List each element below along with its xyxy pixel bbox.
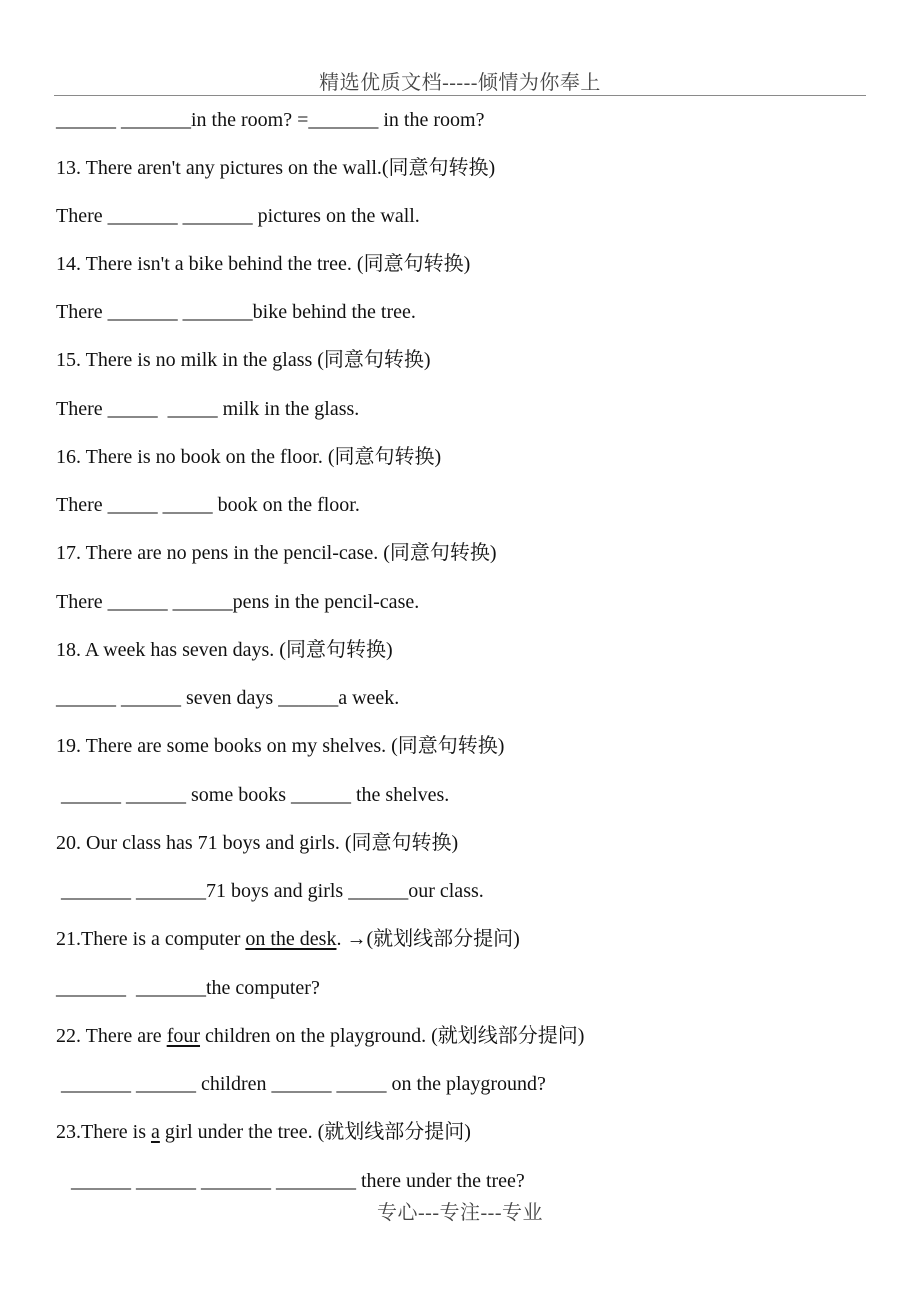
exercise-line: _______ _______the computer? bbox=[56, 977, 320, 999]
exercise-question bbox=[56, 927, 520, 951]
exercise-question: 14. There isn't a bike behind the tree. (同意句转换) bbox=[56, 253, 471, 275]
underlined-phrase: four bbox=[166, 1025, 201, 1047]
question-text: 21.There is a computer bbox=[56, 928, 246, 950]
exercise-question bbox=[56, 1120, 471, 1144]
exercise-line: ______ _______in the room? =_______ in the room? bbox=[56, 109, 485, 131]
exercise-line: There _____ _____ milk in the glass. bbox=[56, 398, 360, 420]
exercise-question bbox=[56, 1024, 584, 1048]
exercise-question: 20. Our class has 71 boys and girls. (同意句转换) bbox=[56, 832, 459, 854]
exercise-question: 15. There is no milk in the glass (同意句转换) bbox=[56, 349, 431, 371]
exercise-line: ______ ______ _______ ________ there under the tree? bbox=[56, 1170, 525, 1192]
exercise-line: There _______ _______bike behind the tree. bbox=[56, 301, 416, 323]
exercise-question: 16. There is no book on the floor. (同意句转换) bbox=[56, 446, 442, 468]
exercise-line: _______ _______71 boys and girls ______our class. bbox=[56, 880, 484, 902]
exercise-line: _______ ______ children ______ _____ on the playground? bbox=[56, 1073, 546, 1095]
question-text: 22. There are bbox=[56, 1025, 167, 1047]
underlined-phrase: a bbox=[150, 1121, 160, 1143]
page-header: 精选优质文档-----倾情为你奉上 bbox=[319, 72, 601, 94]
exercise-question: 19. There are some books on my shelves. (同意句转换) bbox=[56, 735, 505, 757]
page-footer: 专心---专注---专业 bbox=[377, 1202, 543, 1224]
exercise-line: There _____ _____ book on the floor. bbox=[56, 494, 360, 516]
question-text: children on the playground. (就划线部分提问) bbox=[200, 1025, 585, 1047]
header-rule bbox=[54, 95, 866, 96]
exercise-question: 13. There aren't any pictures on the wall.(同意句转换) bbox=[56, 157, 496, 179]
exercise-line: ______ ______ seven days ______a week. bbox=[56, 687, 400, 709]
exercise-line: ______ ______ some books ______ the shelves. bbox=[56, 784, 450, 806]
question-text: . →(就划线部分提问) bbox=[336, 928, 520, 950]
underlined-phrase: on the desk bbox=[245, 928, 337, 950]
exercise-question: 18. A week has seven days. (同意句转换) bbox=[56, 639, 393, 661]
exercise-line: There ______ ______pens in the pencil-case. bbox=[56, 591, 420, 613]
exercise-line: There _______ _______ pictures on the wall. bbox=[56, 205, 420, 227]
question-text: 23.There is bbox=[56, 1121, 151, 1143]
exercise-question: 17. There are no pens in the pencil-case. (同意句转换) bbox=[56, 542, 497, 564]
question-text: girl under the tree. (就划线部分提问) bbox=[159, 1121, 471, 1143]
